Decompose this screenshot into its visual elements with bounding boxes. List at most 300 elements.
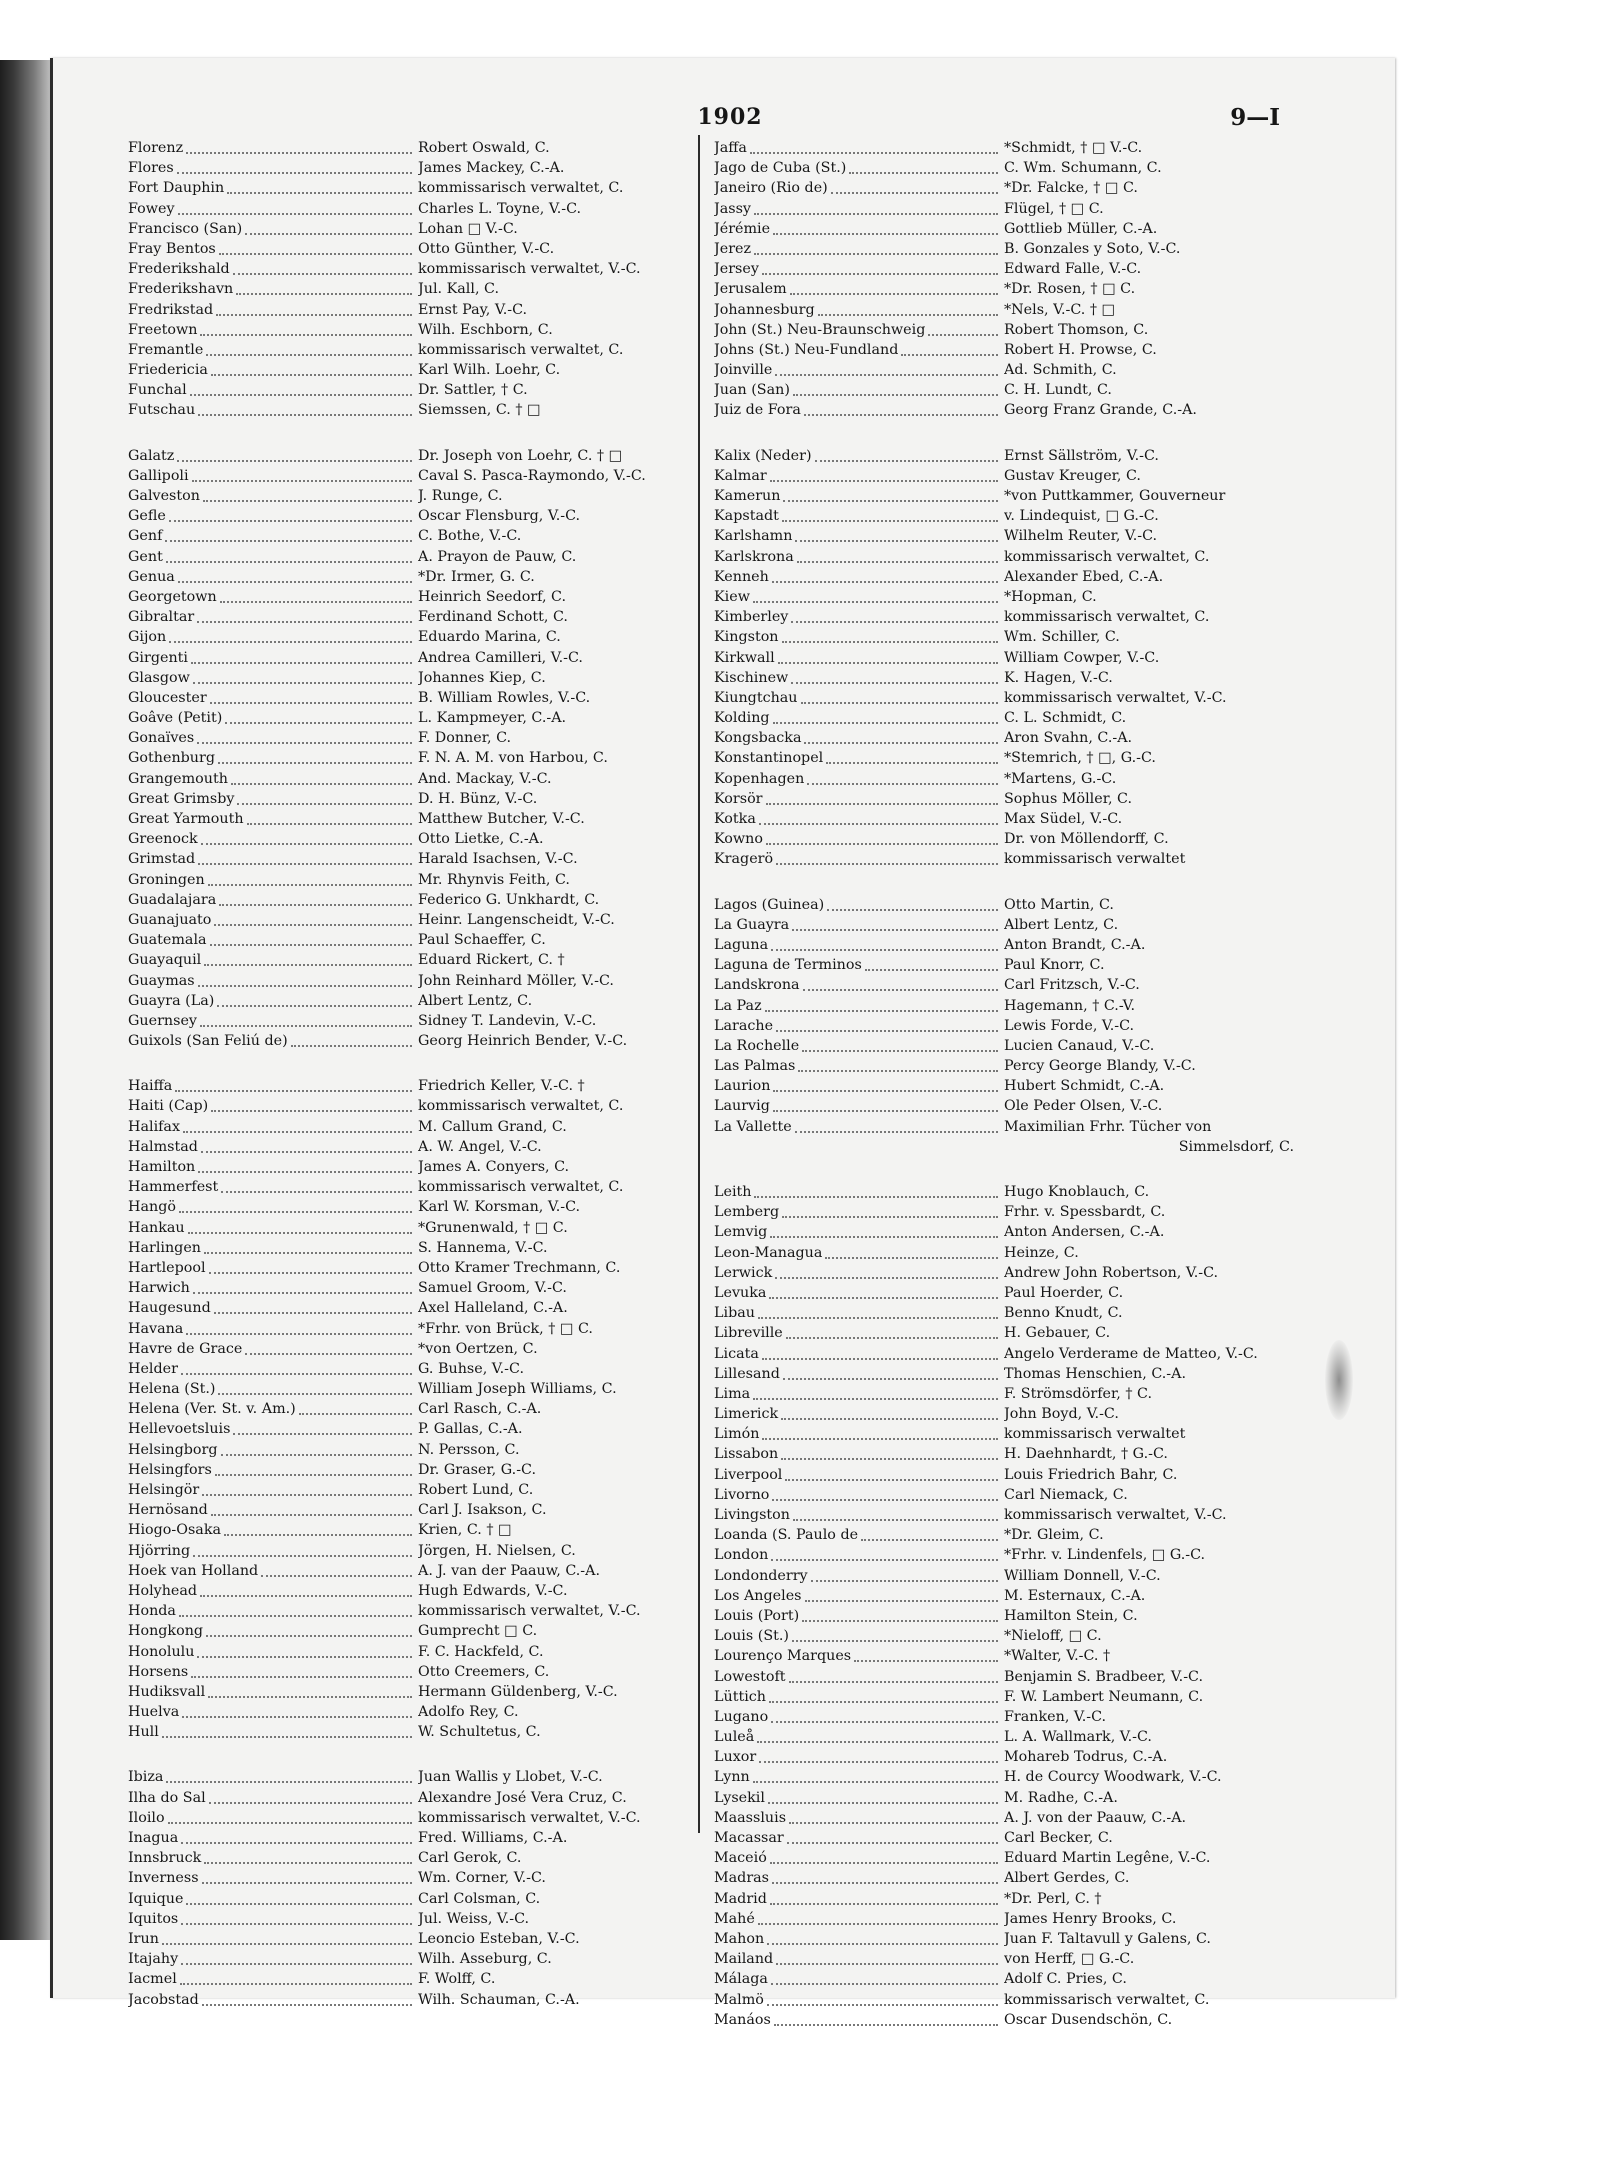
consul-name: Alexandre José Vera Cruz, C. [418,1789,627,1806]
consul-name: Frhr. v. Spessbardt, C. [1004,1204,1166,1221]
directory-entry [714,199,1294,219]
consul-name: C. Wm. Schumann, C. [1004,160,1162,177]
place-name: Karlskrona [714,548,794,565]
place-name: Luleå [714,1729,755,1746]
place-cell [714,789,1004,809]
place-cell [714,1364,1004,1384]
place-cell [714,1747,1004,1767]
place-name: Iacmel [128,1971,177,1988]
leader-dots [758,1303,998,1319]
consul-name: Aron Svahn, C.-A. [1004,730,1133,747]
directory-entry [714,1036,1294,1056]
directory-entry [128,178,683,198]
place-cell [128,1298,418,1318]
directory-entry [714,526,1294,546]
place-cell [128,400,418,420]
leader-dots [772,1485,998,1501]
leader-dots [795,1117,998,1133]
consul-name: Mohareb Todrus, C.-A. [1004,1749,1168,1766]
consul-name: Wm. Schiller, C. [1004,629,1120,646]
consul-name: P. Gallas, C.-A. [418,1421,523,1438]
directory-entry [714,1016,1294,1036]
right-column [714,138,1294,2030]
place-cell [714,1202,1004,1222]
directory-entry [128,930,683,950]
place-cell [128,1011,418,1031]
directory-entry [714,1586,1294,1606]
consul-name: Franken, V.-C. [1004,1708,1107,1725]
leader-dots [768,1788,998,1804]
consul-name: Wilhelm Reuter, V.-C. [1004,528,1158,545]
leader-dots [776,1016,998,1032]
consul-name: Matthew Butcher, V.-C. [418,811,585,827]
consul-name: H. de Courcy Woodwark, V.-C. [1004,1769,1222,1786]
directory-entry [714,1424,1294,1444]
directory-entry [714,1788,1294,1808]
directory-entry [714,1767,1294,1787]
directory-entry [128,1848,683,1868]
place-name: Kongsbacka [714,730,802,747]
place-name: Hiogo-Osaka [128,1522,222,1539]
place-name: Londonderry [714,1567,808,1584]
leader-dots [802,1036,998,1052]
leader-dots [181,1828,412,1844]
place-name: Kotka [714,811,756,827]
directory-entry [128,158,683,178]
place-cell [714,1117,1004,1137]
consul-name: Paul Hoerder, C. [1004,1284,1124,1301]
place-name: Leith [714,1184,752,1200]
directory-entry [128,1828,683,1848]
directory-entry [714,769,1294,789]
consul-name: Mr. Rhynvis Feith, C. [418,871,570,888]
place-name: Jago de Cuba (St.) [714,160,847,177]
place-name: Holyhead [128,1582,198,1599]
directory-entry [714,320,1294,340]
directory-entry [714,849,1294,869]
leader-dots [201,829,412,845]
place-cell [714,239,1004,259]
place-name: Lerwick [714,1264,773,1281]
directory-entry [128,567,683,587]
consul-name: Albert Lentz, C. [1004,916,1119,933]
place-cell [128,380,418,400]
place-name: Fray Bentos [128,240,216,257]
directory-entry [714,915,1294,935]
place-name: Guernsey [128,1012,198,1029]
leader-dots [219,239,412,255]
consul-name: Otto Martin, C. [1004,896,1114,913]
consul-name: G. Buhse, V.-C. [418,1360,524,1377]
consul-name: Jörgen, H. Nielsen, C. [418,1542,576,1559]
consul-name: A. J. von der Paauw, C.-A. [1004,1809,1187,1826]
leader-dots [758,1909,998,1925]
place-name: Lissabon [714,1446,779,1463]
place-cell [128,1990,418,2010]
consul-name: B. William Rowles, V.-C. [418,689,591,706]
directory-entry [128,199,683,219]
place-cell [714,1828,1004,1848]
place-cell [714,1243,1004,1263]
place-name: Ibiza [128,1769,164,1786]
directory-entry [714,178,1294,198]
place-cell [714,1848,1004,1868]
directory-entry [128,1298,683,1318]
leader-dots [169,627,412,643]
place-cell [128,547,418,567]
leader-dots [797,547,998,563]
consul-name: Sophus Möller, C. [1004,790,1133,807]
place-cell [128,219,418,239]
place-name: Mahé [714,1910,755,1927]
directory-entry [128,607,683,627]
consul-name: Robert Thomson, C. [1004,321,1149,338]
leader-dots [216,300,412,316]
leader-dots [204,1848,412,1864]
consul-name: D. H. Bünz, V.-C. [418,790,538,807]
consul-name: C. H. Lundt, C. [1004,382,1112,399]
place-name: Hartlepool [128,1259,206,1276]
place-name: Jersey [714,261,759,278]
place-name: La Rochelle [714,1037,800,1054]
place-cell [128,1828,418,1848]
place-name: Loanda (S. Paulo de [714,1527,859,1544]
place-name: Maassluis [714,1809,787,1826]
leader-dots [191,1662,412,1678]
place-cell [128,1076,418,1096]
leader-dots [198,971,412,987]
place-cell [128,1117,418,1137]
consul-name: v. Lindequist, □ G.-C. [1004,508,1159,525]
consul-name: *Dr. Irmer, G. C. [418,568,535,585]
directory-entry [128,279,683,299]
place-name: Laurion [714,1078,771,1095]
place-cell [128,340,418,360]
consul-name: *Dr. Perl, C. † [1004,1890,1102,1907]
consul-name: Eduard Martin Legêne, V.-C. [1004,1850,1211,1867]
directory-entry [714,158,1294,178]
leader-dots [166,547,412,563]
place-cell [128,1419,418,1439]
place-cell [128,1177,418,1197]
place-name: Lima [714,1385,751,1402]
place-name: Huelva [128,1704,180,1721]
consul-name: Juan Wallis y Llobet, V.-C. [418,1769,603,1786]
directory-entry [128,340,683,360]
place-name: Florenz [128,140,184,156]
leader-dots [179,1601,412,1617]
directory-entry [128,138,683,158]
consul-name: Anton Andersen, C.-A. [1004,1224,1165,1241]
place-cell [714,1808,1004,1828]
consul-name: *Dr. Rosen, † □ C. [1004,281,1136,298]
consul-name: Friedrich Keller, V.-C. † [418,1078,585,1095]
place-name: Livorno [714,1486,770,1503]
place-cell [714,1344,1004,1364]
place-name: Limón [714,1426,760,1443]
leader-dots [811,1566,998,1582]
directory-entry [714,1929,1294,1949]
leader-dots [793,1505,998,1521]
directory-entry [714,1646,1294,1666]
directory-entry [128,466,683,486]
leader-dots [785,1465,998,1481]
consul-name: Anton Brandt, C.-A. [1004,936,1146,953]
directory-entry [128,1339,683,1359]
directory-entry [128,769,683,789]
directory-entry [128,1929,683,1949]
directory-entry [128,1258,683,1278]
leader-dots [210,930,412,946]
place-cell [128,991,418,1011]
place-name: Laguna de Terminos [714,957,862,974]
leader-dots [181,1359,412,1375]
place-cell [714,199,1004,219]
consul-name: Heinrich Seedorf, C. [418,588,567,605]
leader-dots [209,1788,412,1804]
directory-entry [128,870,683,890]
leader-dots [775,360,998,376]
place-name: Genf [128,528,163,545]
directory-entry [714,1222,1294,1242]
place-cell [714,648,1004,668]
consul-name: Karl Wilh. Loehr, C. [418,362,561,379]
leader-dots [865,955,998,971]
directory-entry [714,340,1294,360]
consul-name: Karl W. Korsman, V.-C. [418,1199,581,1216]
consul-name: Oscar Flensburg, V.-C. [418,508,581,525]
leader-dots [774,2010,998,2026]
consul-name: Gumprecht □ C. [418,1623,538,1640]
directory-entry [128,688,683,708]
place-cell [714,1727,1004,1747]
place-name: Ilha do Sal [128,1789,206,1806]
place-name: Larache [714,1017,774,1034]
place-name: Maceió [714,1850,767,1867]
place-cell [714,279,1004,299]
directory-entry [128,1419,683,1439]
directory-entry [714,935,1294,955]
directory-entry [714,300,1294,320]
leader-dots [209,1258,412,1274]
page-year: 1902 [697,104,763,130]
place-cell [128,769,418,789]
leader-dots [186,1889,412,1905]
directory-entry [714,587,1294,607]
leader-dots [765,996,998,1012]
consul-name: Federico G. Unkhardt, C. [418,891,600,908]
place-name: Karlshamn [714,528,793,545]
directory-entry [128,1399,683,1419]
consul-name: Hubert Schmidt, C.-A. [1004,1078,1165,1095]
entry-group [128,1767,683,2009]
directory-entry [128,1137,683,1157]
place-cell [128,1929,418,1949]
consul-name: Carl Colsman, C. [418,1890,541,1907]
place-name: Lugano [714,1708,769,1725]
consul-name: Gottlieb Müller, C.-A. [1004,220,1158,237]
consul-name: Albert Lentz, C. [418,992,533,1009]
directory-entry [128,1788,683,1808]
leader-dots [759,1747,998,1763]
consul-name: M. Callum Grand, C. [418,1118,567,1135]
directory-entry [128,1440,683,1460]
place-cell [128,870,418,890]
place-cell [714,915,1004,935]
leader-dots [208,1682,412,1698]
place-cell [714,1096,1004,1116]
place-name: Iquique [128,1890,184,1907]
directory-entry [714,1505,1294,1525]
place-name: Mahon [714,1930,765,1947]
consul-name: kommissarisch verwaltet, C. [418,1179,624,1196]
consul-name: F. C. Hackfeld, C. [418,1643,544,1660]
place-name: Gibraltar [128,609,195,626]
place-name: Hammerfest [128,1179,219,1196]
leader-dots [236,279,412,295]
leader-dots [190,380,412,396]
place-name: Halmstad [128,1138,198,1155]
place-cell [714,728,1004,748]
leader-dots [767,1990,998,2006]
place-cell [714,2010,1004,2030]
consul-name: Hagemann, † C.-V. [1004,997,1136,1014]
consul-name: Max Südel, V.-C. [1004,811,1123,827]
directory-entry [128,1808,683,1828]
place-cell [714,219,1004,239]
consul-name: F. Strömsdörfer, † C. [1004,1385,1153,1402]
leader-dots [198,400,412,416]
leader-dots [218,1379,412,1395]
place-name: Hull [128,1724,159,1741]
consul-name: Gustav Kreuger, C. [1004,467,1141,484]
directory-entry [714,1949,1294,1969]
place-cell [128,1788,418,1808]
place-name: Kalix (Neder) [714,447,812,464]
leader-dots [818,300,998,316]
place-cell [128,1137,418,1157]
place-cell [714,1626,1004,1646]
place-cell [714,1767,1004,1787]
place-name: Hjörring [128,1542,191,1559]
directory-entry [128,239,683,259]
place-name: Madrid [714,1890,767,1907]
place-cell [128,506,418,526]
consul-name: Edward Falle, V.-C. [1004,261,1142,278]
place-cell [128,1500,418,1520]
place-cell [714,506,1004,526]
place-name: Lowestoft [714,1668,786,1685]
directory-entry [714,688,1294,708]
place-cell [128,809,418,829]
place-name: Madras [714,1870,770,1887]
consul-name: Ernst Pay, V.-C. [418,301,528,318]
consul-name: K. Hagen, V.-C. [1004,669,1113,686]
consul-name: kommissarisch verwaltet, C. [418,1098,624,1115]
directory-entry [128,1177,683,1197]
directory-entry [714,446,1294,466]
consul-name: Samuel Groom, V.-C. [418,1280,567,1297]
consul-name: Axel Halleland, C.-A. [418,1300,568,1317]
place-cell [128,1767,418,1787]
place-name: Fremantle [128,341,204,358]
leader-dots [757,1727,998,1743]
place-cell [714,708,1004,728]
leader-dots [786,1323,998,1339]
entry-group [714,1182,1294,2030]
consul-name: Angelo Verderame de Matteo, V.-C. [1004,1345,1258,1362]
leader-dots [202,1868,412,1884]
consul-name: Otto Creemers, C. [418,1663,550,1680]
place-cell [714,849,1004,869]
leader-dots [197,1642,412,1658]
place-cell [714,547,1004,567]
directory-entry [128,1218,683,1238]
leader-dots [215,1460,412,1476]
consul-name: kommissarisch verwaltet, C. [1004,548,1210,565]
directory-entry [128,587,683,607]
place-cell [128,1460,418,1480]
place-cell [128,1808,418,1828]
place-name: Flores [128,160,174,177]
place-name: Funchal [128,382,187,399]
directory-entry [714,360,1294,380]
leader-dots [793,380,998,396]
place-cell [714,1016,1004,1036]
leader-dots [769,1283,998,1299]
directory-entry [128,1581,683,1601]
place-cell [128,1339,418,1359]
place-name: John (St.) Neu-Braunschweig [714,321,926,338]
leader-dots [203,486,412,502]
place-name: La Vallette [714,1118,792,1135]
place-name: Innsbruck [128,1850,202,1867]
group-gap [128,1742,683,1767]
consul-name: Ferdinand Schott, C. [418,609,568,626]
directory-entry [714,1566,1294,1586]
place-name: Haugesund [128,1300,211,1317]
leader-dots [754,1182,998,1198]
consul-name: Otto Günther, V.-C. [418,240,555,257]
leader-dots [169,506,412,522]
consul-name: von Herff, □ G.-C. [1004,1951,1135,1968]
place-cell [128,1359,418,1379]
consul-name: Otto Kramer Trechmann, C. [418,1259,621,1276]
directory-entry [714,627,1294,647]
consul-name: kommissarisch verwaltet, V.-C. [1004,1507,1227,1523]
place-name: Groningen [128,871,205,888]
consul-name: Caval S. Pasca-Raymondo, V.-C. [418,467,646,484]
place-name: Fowey [128,200,175,217]
place-name: Hangö [128,1199,176,1216]
place-cell [128,466,418,486]
place-cell [128,1621,418,1641]
consul-name: H. Gebauer, C. [1004,1325,1111,1342]
group-gap [714,1157,1294,1182]
place-cell [714,158,1004,178]
place-name: Futschau [128,402,196,419]
place-cell [128,1541,418,1561]
place-name: Kiew [714,588,750,605]
place-name: Kolding [714,710,770,727]
directory-entry [714,1404,1294,1424]
directory-entry [128,1379,683,1399]
place-name: Frederikshald [128,261,230,278]
consul-name: Andrea Camilleri, V.-C. [418,649,583,666]
place-name: Louis (Port) [714,1607,800,1624]
consul-name: William Cowper, V.-C. [1004,649,1160,666]
consul-name: John Reinhard Möller, V.-C. [418,972,614,989]
